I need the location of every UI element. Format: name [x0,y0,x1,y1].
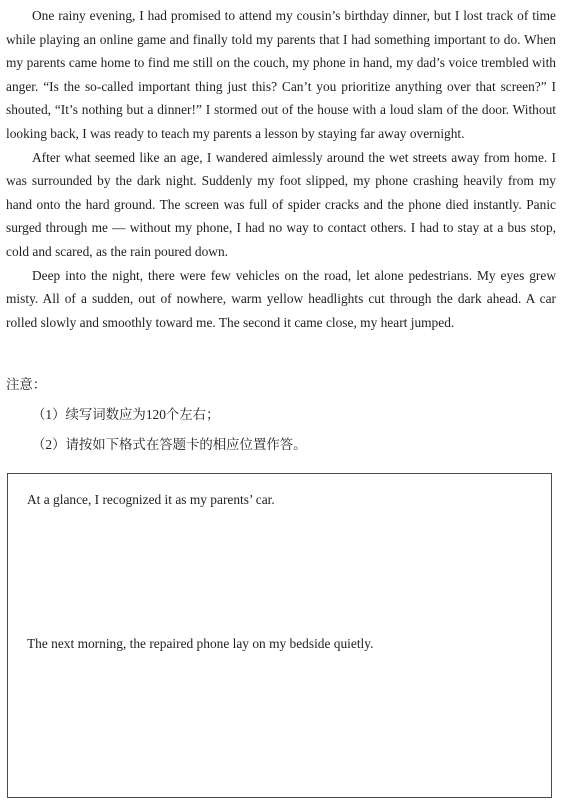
paragraph-1: One rainy evening, I had promised to attend my cousin’s birthday dinner, but I lost track of time while playing an online game and finally told my parents that I had something important to do. When my parents came home to find me still on the couch, my phone in hand, my dad’s voice trembled with anger. “Is the so-called important thing just this? Can’t you prioritize anything over that screen?” I shouted, “It’s nothing but a dinner!” I stormed out of the house with a loud slam of the door. Without looking back, I was ready to teach my parents a lesson by staying far away overnight. [6,8,556,141]
answer-opening-line-2: The next morning, the repaired phone lay on my bedside quietly. [27,636,374,651]
paragraph-3: Deep into the night, there were few vehicles on the road, let alone pedestrians. My eyes grew misty. All of a sudden, out of nowhere, warm yellow headlights cut through the dark ahead. A car rolled slowly and smoothly toward me. The second it came close, my heart jumped. [6,267,556,330]
paragraph-2: After what seemed like an age, I wandered aimlessly around the wet streets away from home. I was surrounded by the dark night. Suddenly my foot slipped, my phone crashing heavily from my hand onto the hard ground. The screen was full of spider cracks and the phone died instantly. Panic surged through me — without my phone, I had no way to contact others. I had to stay at a bus stop, cold and scared, as the rain poured down. [6,149,556,259]
notes-section [6,375,556,465]
note-item-1: （1）续写词数应为120个左右； [32,407,220,422]
notes-title: 注意： [6,377,47,392]
story-passage [6,4,556,334]
answer-box [7,473,552,798]
note-item-2: （2）请按如下格式在答题卡的相应位置作答。 [32,437,307,452]
answer-opening-line-1: At a glance, I recognized it as my parents’ car. [27,492,275,507]
